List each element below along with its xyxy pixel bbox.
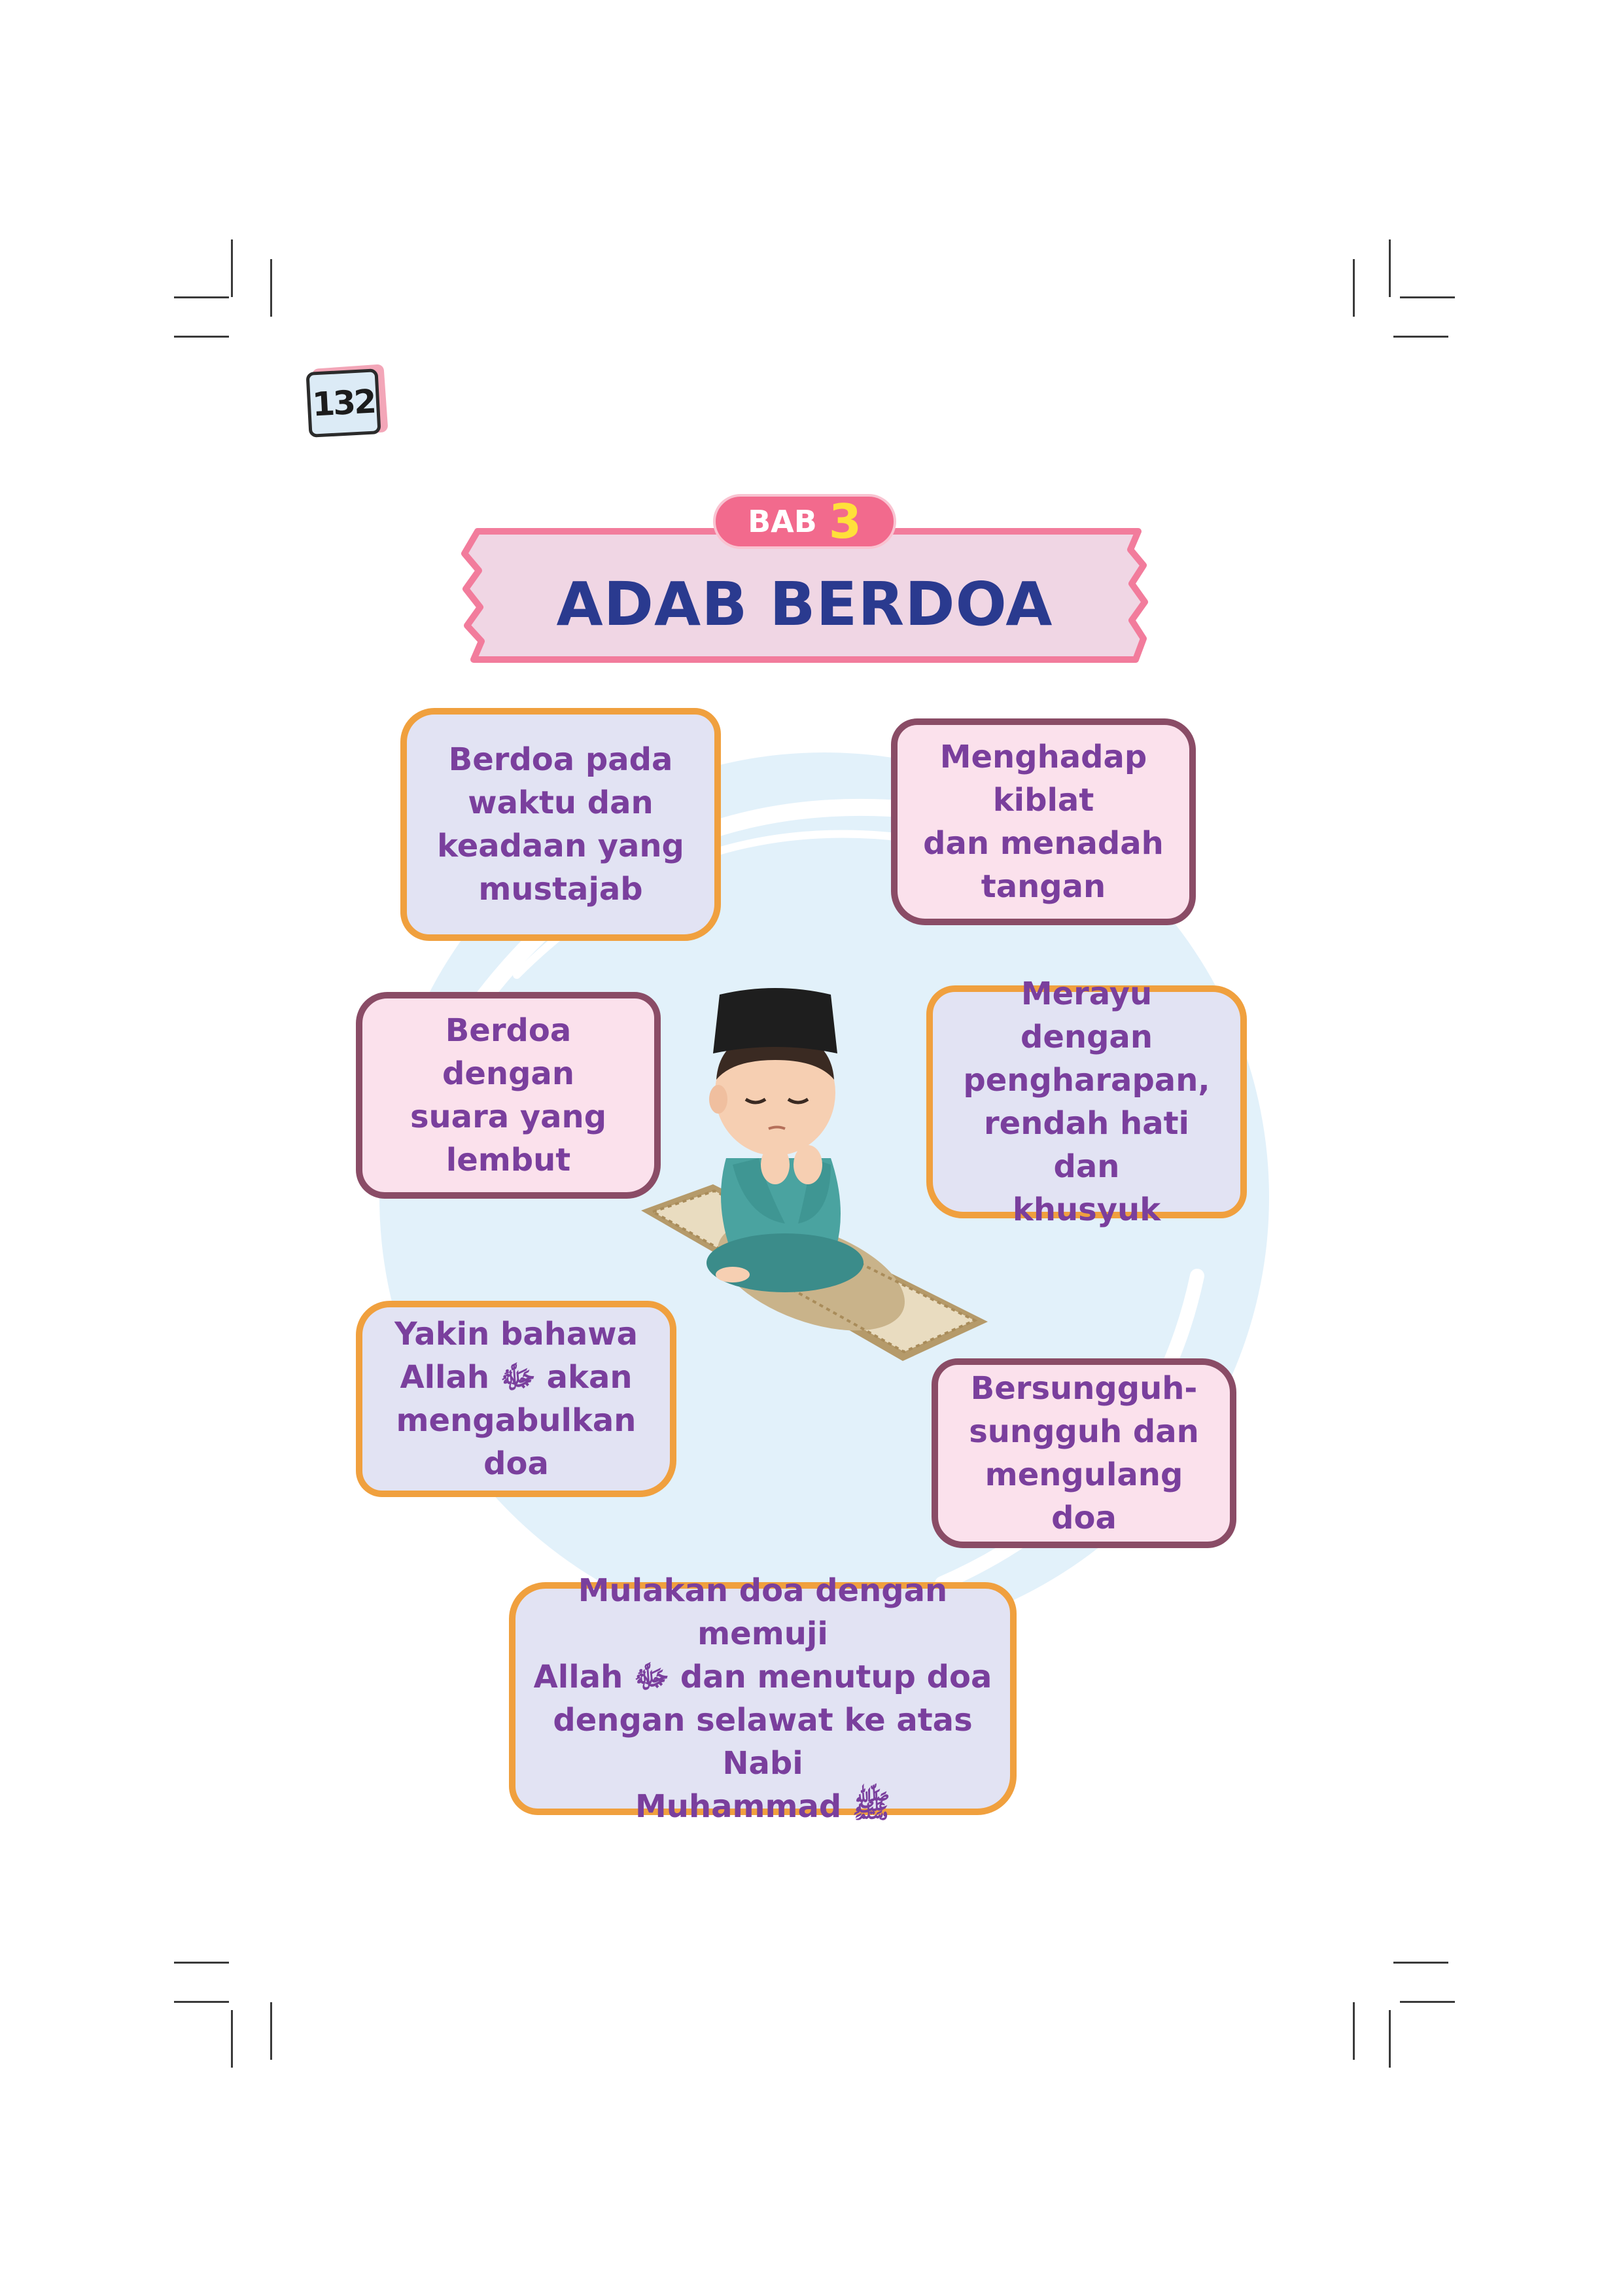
- crop-mark: [174, 296, 229, 298]
- page-number-badge: [305, 364, 390, 441]
- adab-card: [356, 1301, 676, 1497]
- adab-card-text: Merayu dengan pengharapan, rendah hati dan khusyuk: [963, 976, 1210, 1228]
- crop-mark: [270, 259, 272, 317]
- chapter-label: BAB: [748, 504, 817, 539]
- crop-mark: [1400, 2001, 1455, 2003]
- crop-mark: [1393, 336, 1448, 338]
- adab-card-text: Menghadap kiblat dan menadah tangan: [923, 739, 1164, 905]
- crop-mark: [1389, 239, 1391, 297]
- adab-card: [932, 1358, 1236, 1548]
- adab-card-text: Yakin bahawa Allah ﷻ akan mengabulkan doa: [394, 1316, 638, 1482]
- chapter-number: 3: [828, 494, 862, 549]
- crop-mark: [174, 1962, 229, 1964]
- crop-mark: [174, 336, 229, 338]
- adab-card-text: Berdoa pada waktu dan keadaan yang mustajab: [437, 741, 684, 908]
- crop-mark: [1389, 2010, 1391, 2068]
- adab-card-text: Mulakan doa dengan memuji Allah ﷻ dan menutup doa dengan selawat ke atas Nabi Muhammad ﷺ: [533, 1572, 992, 1825]
- boy-praying-illustration: [635, 968, 1001, 1374]
- adab-card-text: Berdoa dengan suara yang lembut: [410, 1012, 607, 1178]
- adab-card: [400, 708, 721, 941]
- adab-card: [356, 992, 661, 1199]
- boy: [707, 988, 864, 1292]
- crop-mark: [174, 2001, 229, 2003]
- crop-mark: [231, 239, 233, 297]
- crop-mark: [1400, 296, 1455, 298]
- crop-mark: [1353, 259, 1355, 317]
- chapter-pill: [713, 494, 896, 549]
- adab-card: [891, 718, 1196, 925]
- crop-mark: [1353, 2002, 1355, 2060]
- page-title: ADAB BERDOA: [556, 569, 1053, 639]
- adab-card-text: Bersungguh- sungguh dan mengulang doa: [969, 1370, 1199, 1536]
- crop-mark: [1393, 1962, 1448, 1964]
- crop-mark: [270, 2002, 272, 2060]
- page-number: 132: [305, 368, 381, 438]
- crop-mark: [231, 2010, 233, 2068]
- adab-card: [509, 1572, 1017, 1825]
